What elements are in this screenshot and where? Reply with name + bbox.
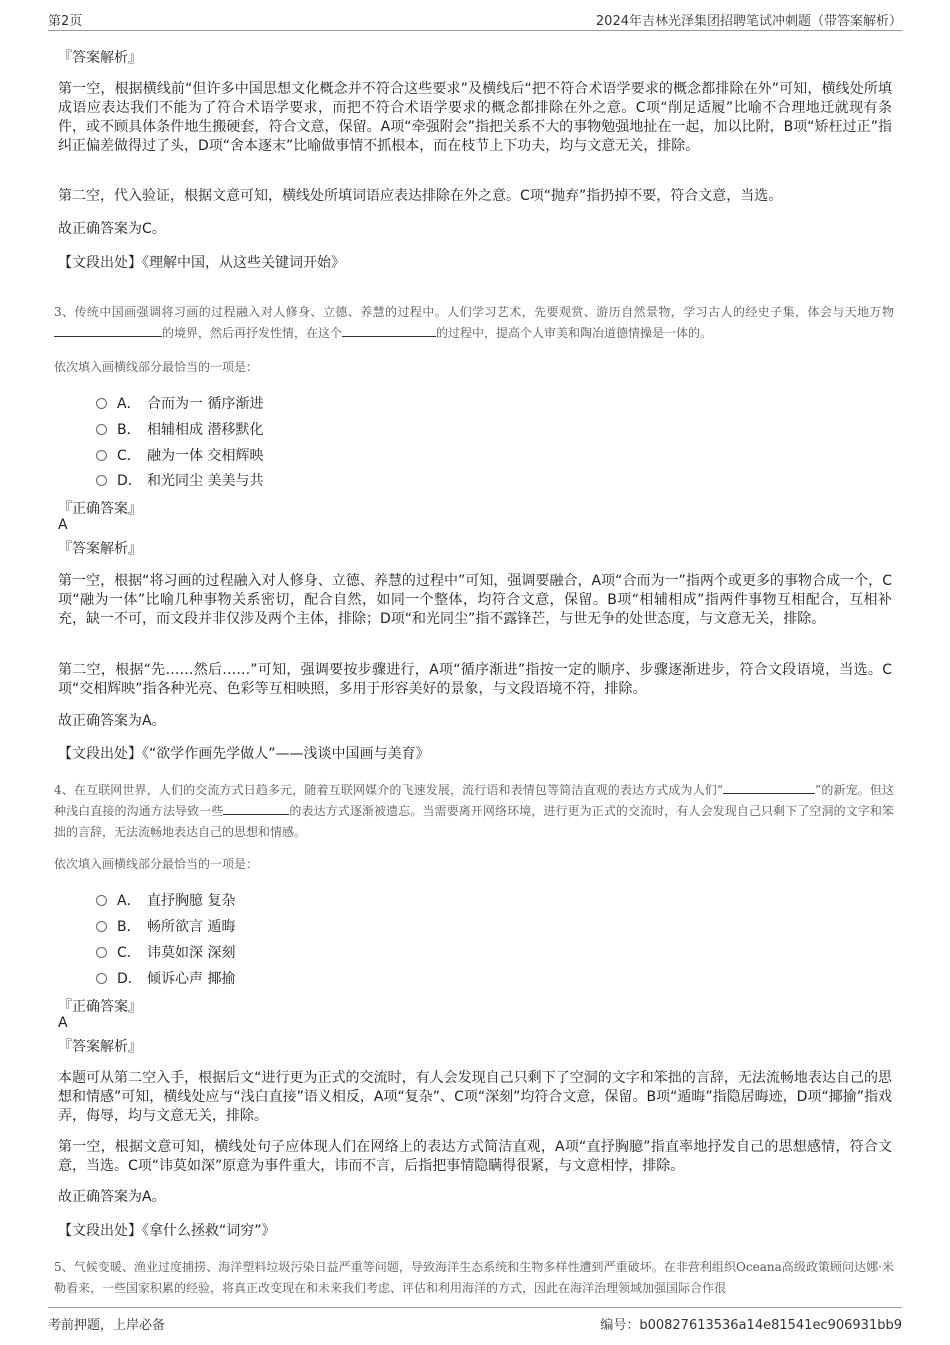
q4-blank-1 xyxy=(723,781,815,794)
page-number: 第2页 xyxy=(48,14,83,29)
q2-analysis-p1: 第一空，根据横线前“但许多中国思想文化概念并不符合这些要求”及横线后“把不符合术语学要求的概念都排除在外”可知，横线处所填成语应表达我们不能为了符合术语学要求，而把不符合术语学要求的概念都排除在外之意。C项“削足适履”比喻不合理地迁就现有条件，或不顾具体条件地生搬硬套，符合文意，保留。A项“牵强附会”指把关系不大的事物勉强地扯在一起，加以比附，B项“矫枉过正”指纠正偏差做得过了头，D项“舍本逐末”比喻做事情不抓根本，而在枝节上下功夫，均与文意无关，排除。 xyxy=(58,81,892,154)
radio-icon[interactable] xyxy=(96,895,107,906)
page-footer xyxy=(48,1307,902,1332)
q3-correct-label: 『正确答案』 xyxy=(58,501,142,517)
q4-source: 【文段出处】《拿什么拯救“词穷”》 xyxy=(58,1223,276,1239)
radio-icon[interactable] xyxy=(96,973,107,984)
q4-stem-part3: 的表达方式逐渐被遗忘。当需要离开网络环境，进行更为正式的交流时，有人会发现自己只剩下了空洞的文字和笨拙的言辞，无法流畅地表达自己的思想和情感。 xyxy=(54,804,894,839)
q2-source: 【文段出处】《理解中国，从这些关键词开始》 xyxy=(58,255,345,271)
q5-stem: 5、气候变暖、渔业过度捕捞、海洋塑料垃圾污染日益严重等问题，导致海洋生态系统和生物多样性遭到严重破坏。在非营利组织Oceana高级政策顾问达娜·米勒看来，一些国家积累的经验，将真正改变现在和未来我们考虑、评估和利用海洋的方式，因此在海洋治理领域加强国际合作很 xyxy=(54,1260,894,1295)
document-title: 2024年吉林光泽集团招聘笔试冲刺题（带答案解析） xyxy=(595,14,902,29)
q3-analysis-p2: 第二空，根据“先……然后……”可知，强调要按步骤进行，A项“循序渐进”指按一定的顺序、步骤逐渐进步，符合文段语境，当选。C项“交相辉映”指各种光亮、色彩等互相映照，多用于形容美好的景象，与文段语境不符，排除。 xyxy=(58,662,892,697)
radio-icon[interactable] xyxy=(96,424,107,435)
q4-option-d[interactable]: D． 倾诉心声 揶揄 xyxy=(96,968,235,988)
radio-icon[interactable] xyxy=(96,398,107,409)
q3-stem-part3: 的过程中，提高个人审美和陶冶道德情操是一体的。 xyxy=(436,326,713,340)
q3-stem-part2: 的境界，然后再抒发性情，在这个 xyxy=(162,326,343,340)
radio-icon[interactable] xyxy=(96,450,107,461)
q3-blank-1 xyxy=(54,324,162,337)
q3-analysis-label: 『答案解析』 xyxy=(58,541,142,557)
radio-icon[interactable] xyxy=(96,947,107,958)
q4-analysis-p1: 本题可从第二空入手，根据后文“进行更为正式的交流时，有人会发现自己只剩下了空洞的文字和笨拙的言辞，无法流畅地表达自己的思想和情感”可知，横线处应与“浅白直接”语义相反，A项“复杂”、C项“深刻”均符合文意，保留。B项“遁晦”指隐居晦迹，D项“揶揄”指戏弄，侮辱，均与文意无关，排除。 xyxy=(58,1070,892,1124)
footer-slogan: 考前押题，上岸必备 xyxy=(48,1318,166,1333)
q4-option-b[interactable]: B． 畅所欲言 遁晦 xyxy=(96,916,235,936)
page-header xyxy=(48,6,902,31)
q4-conclusion: 故正确答案为A。 xyxy=(58,1189,166,1205)
q2-analysis-label: 『答案解析』 xyxy=(58,50,142,66)
q3-instruction: 依次填入画横线部分最恰当的一项是： xyxy=(54,360,259,374)
q4-stem xyxy=(54,780,894,843)
q4-option-c[interactable]: C． 讳莫如深 深刻 xyxy=(96,942,235,962)
q4-analysis-label: 『答案解析』 xyxy=(58,1039,142,1055)
q3-analysis-p1: 第一空，根据“将习画的过程融入对人修身、立德、养慧的过程中”可知，强调要融合，A项“合而为一”指两个或更多的事物合成一个，C项“融为一体”比喻几种事物关系密切，配合自然，如同一个整体，均符合文意，保留。B项“相辅相成”指两件事物互相配合，互相补充，缺一不可，而文段并非仅涉及两个主体，排除；D项“和光同尘”指不露锋芒，与世无争的处世态度，与文意无关，排除。 xyxy=(58,573,892,627)
q3-option-b[interactable]: B． 相辅相成 潜移默化 xyxy=(96,419,263,439)
q3-option-c[interactable]: C． 融为一体 交相辉映 xyxy=(96,445,263,465)
q4-option-a[interactable]: A． 直抒胸臆 复杂 xyxy=(96,890,235,910)
q3-answer: A xyxy=(58,517,68,533)
q3-source: 【文段出处】《“欲学作画先学做人”——浅谈中国画与美育》 xyxy=(58,746,430,762)
q4-stem-part2: ”的新宠。但这种浅白直接的沟通方法导致一些 xyxy=(54,783,894,818)
radio-icon[interactable] xyxy=(96,921,107,932)
q3-option-a[interactable]: A． 合而为一 循序渐进 xyxy=(96,393,263,413)
q4-stem-part1: 4、在互联网世界，人们的交流方式日趋多元，随着互联网媒介的飞速发展，流行语和表情包等简洁直观的表达方式成为人们“ xyxy=(54,783,724,797)
q3-stem xyxy=(54,302,894,344)
radio-icon[interactable] xyxy=(96,475,107,486)
q3-blank-2 xyxy=(342,324,436,337)
q4-analysis-p2: 第一空，根据文意可知，横线处句子应体现人们在网络上的表达方式简洁直观，A项“直抒胸臆”指直率地抒发自己的思想感情，符合文意，当选。C项“讳莫如深”原意为事件重大，讳而不言，后指把事情隐瞒得很紧，与文意相悖，排除。 xyxy=(58,1139,892,1174)
q3-option-d[interactable]: D． 和光同尘 美美与共 xyxy=(96,470,263,490)
q4-instruction: 依次填入画横线部分最恰当的一项是： xyxy=(54,857,259,871)
q2-conclusion: 故正确答案为C。 xyxy=(58,221,166,237)
q2-analysis-p2: 第二空，代入验证，根据文意可知，横线处所填词语应表达排除在外之意。C项“抛弃”指扔掉不要，符合文意，当选。 xyxy=(58,188,783,204)
q4-blank-2 xyxy=(223,802,289,815)
q4-correct-label: 『正确答案』 xyxy=(58,999,142,1015)
document-id: 编号：b00827613536a14e81541ec906931bb9 xyxy=(600,1318,902,1333)
q3-conclusion: 故正确答案为A。 xyxy=(58,713,166,729)
q3-stem-part1: 3、传统中国画强调将习画的过程融入对人修身、立德、养慧的过程中。人们学习艺术，先要观赏、游历自然景物，学习古人的经史子集，体会与天地万物 xyxy=(54,305,894,319)
q4-answer: A xyxy=(58,1015,68,1031)
